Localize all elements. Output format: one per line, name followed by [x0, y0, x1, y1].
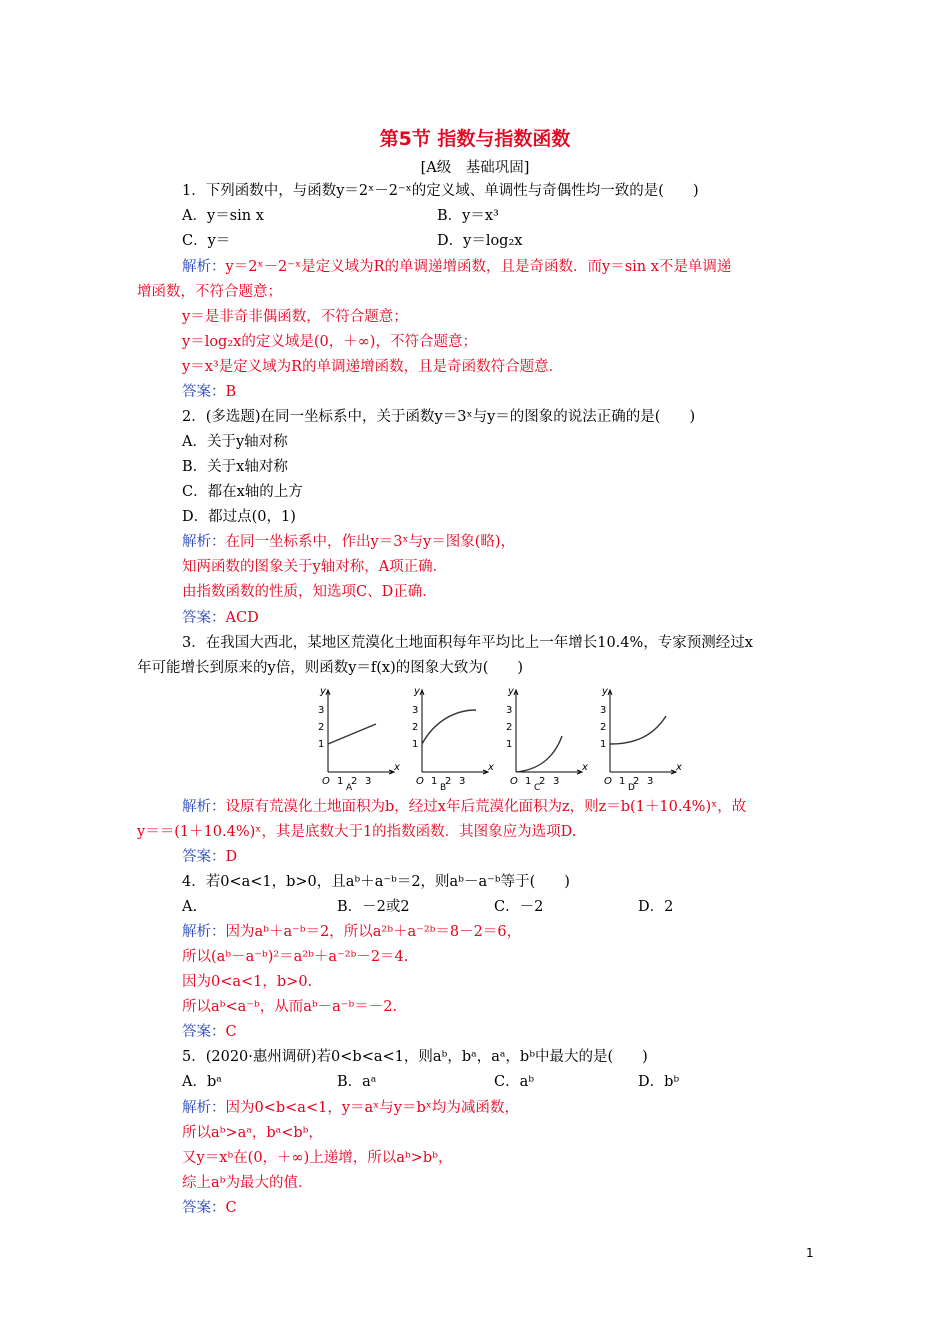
- q3-option-graphs: [310, 686, 690, 790]
- analysis-label: 解析：: [182, 259, 226, 275]
- q1-analysis-line-3: y＝是非奇非偶函数，不符合题意；: [182, 309, 408, 325]
- page-title: 第5节 指数与指数函数: [379, 128, 571, 150]
- q1-analysis-line-4: y＝log₂x的定义域是(0，＋∞)，不符合题意；: [182, 334, 477, 350]
- graph-b-ytick-1: 1: [412, 739, 419, 750]
- graph-c-y-label: y: [508, 686, 514, 697]
- q5-option-c: C．aᵇ: [494, 1074, 535, 1090]
- graph-c-ytick-3: 3: [506, 705, 513, 716]
- graph-d-xtick-3: 3: [647, 776, 654, 787]
- q5-stem: 5．(2020·惠州调研)若0<b<a<1，则aᵇ，bᵃ，aᵃ，bᵇ中最大的是( ): [182, 1049, 648, 1065]
- graph-a-y-label: y: [320, 686, 326, 697]
- graph-d-xtick-2: 2: [633, 776, 640, 787]
- graph-c: [506, 686, 588, 787]
- graph-b-name: B: [440, 783, 447, 790]
- graph-b-origin: O: [416, 776, 424, 787]
- graph-c-ytick-1: 1: [506, 739, 513, 750]
- q3-answer: 答案：D: [182, 849, 238, 865]
- q5-analysis-line-4: 综上aᵇ为最大的值．: [182, 1175, 313, 1191]
- q3-stem-line-1: 3．在我国大西北，某地区荒漠化土地面积每年平均比上一年增长10.4%，专家预测经过x: [182, 635, 753, 651]
- graph-d-y-label: y: [602, 686, 608, 697]
- q4-analysis-line-1: 解析：因为aᵇ＋a⁻ᵇ＝2，所以a²ᵇ＋a⁻²ᵇ＝8－2＝6，: [182, 924, 522, 940]
- graph-c-origin: O: [510, 776, 518, 787]
- q1-stem: 1．下列函数中，与函数y＝2ˣ－2⁻ˣ的定义域、单调性与奇偶性均一致的是( ): [182, 183, 699, 199]
- q5-option-d: D．bᵇ: [638, 1074, 680, 1090]
- graph-a-xtick-3: 3: [365, 776, 372, 787]
- q5-answer: 答案：C: [182, 1200, 237, 1216]
- graph-b-xtick-3: 3: [459, 776, 466, 787]
- graph-b-xtick-2: 2: [445, 776, 452, 787]
- graph-d-ytick-3: 3: [600, 705, 607, 716]
- graph-a: [318, 686, 400, 787]
- q5-analysis-line-2: 所以aᵇ>aᵃ，bᵃ<bᵇ，: [182, 1125, 323, 1141]
- q2-analysis-line-3: 由指数函数的性质，知选项C、D正确．: [182, 584, 437, 600]
- page-number: 1: [806, 1246, 814, 1260]
- q4-answer: 答案：C: [182, 1024, 237, 1040]
- graph-b-ytick-2: 2: [412, 722, 419, 733]
- q4-analysis-line-3: 因为0<a<1，b>0.: [182, 974, 313, 990]
- q3-analysis-line-1: 解析：设原有荒漠化土地面积为b，经过x年后荒漠化面积为z，则z＝b(1＋10.4%)ˣ，故: [182, 799, 747, 815]
- q2-option-b: B．关于x轴对称: [182, 459, 288, 475]
- q1-analysis-line-1: 解析：y＝2ˣ－2⁻ˣ是定义域为R的单调递增函数，且是奇函数．而y＝sin x不是单调递: [182, 259, 732, 275]
- graph-b-x-label: x: [488, 762, 494, 773]
- q1-analysis-line-2: 增函数，不符合题意；: [137, 284, 282, 300]
- graph-c-name: C: [534, 783, 541, 790]
- graph-d-xtick-1: 1: [619, 776, 626, 787]
- graph-d-ytick-2: 2: [600, 722, 607, 733]
- graph-a-xtick-1: 1: [337, 776, 344, 787]
- q2-stem: 2．(多选题)在同一坐标系中，关于函数y＝3ˣ与y＝的图象的说法正确的是( ): [182, 409, 696, 425]
- q4-option-d: D．2: [638, 899, 674, 915]
- q2-analysis-line-2: 知两函数的图象关于y轴对称，A项正确．: [182, 559, 448, 575]
- section-subtitle: [A级 基础巩固]: [420, 160, 530, 176]
- graph-b-xtick-1: 1: [431, 776, 438, 787]
- graph-a-origin: O: [322, 776, 330, 787]
- q1-option-c: C．y＝: [182, 233, 231, 249]
- graph-c-xtick-2: 2: [539, 776, 546, 787]
- q2-option-c: C．都在x轴的上方: [182, 484, 303, 500]
- graph-d-ytick-1: 1: [600, 739, 607, 750]
- graph-a-ytick-3: 3: [318, 705, 325, 716]
- graph-c-ytick-2: 2: [506, 722, 513, 733]
- graph-d-x-label: x: [676, 762, 682, 773]
- q4-analysis-line-2: 所以(aᵇ－a⁻ᵇ)²＝a²ᵇ＋a⁻²ᵇ－2＝4.: [182, 949, 409, 965]
- graph-a-ytick-2: 2: [318, 722, 325, 733]
- q5-option-b: B．aᵃ: [337, 1074, 377, 1090]
- graph-c-xtick-3: 3: [553, 776, 560, 787]
- q4-option-b: B．－2或2: [337, 899, 410, 915]
- q4-analysis-line-4: 所以aᵇ<a⁻ᵇ，从而aᵇ－a⁻ᵇ＝－2.: [182, 999, 398, 1015]
- q1-option-b: B．y＝x³: [437, 208, 499, 224]
- q1-answer: 答案：B: [182, 384, 237, 400]
- graph-d-origin: O: [604, 776, 612, 787]
- q4-option-c: C．－2: [494, 899, 544, 915]
- q1-option-a: A．y＝sin x: [182, 208, 264, 224]
- q5-option-a: A．bᵃ: [182, 1074, 222, 1090]
- q1-analysis-line-5: y＝x³是定义域为R的单调递增函数，且是奇函数符合题意．: [182, 359, 564, 375]
- graph-a-name: A: [346, 783, 353, 790]
- q2-option-d: D．都过点(0，1): [182, 509, 296, 525]
- graph-b-y-label: y: [414, 686, 420, 697]
- graph-b: [412, 686, 494, 787]
- graph-a-xtick-2: 2: [351, 776, 358, 787]
- q2-option-a: A．关于y轴对称: [182, 434, 288, 450]
- q2-answer: 答案：ACD: [182, 610, 259, 626]
- q5-analysis-line-3: 又y＝xᵇ在(0，＋∞)上递增，所以aᵇ>bᵇ，: [182, 1150, 453, 1166]
- q2-analysis-line-1: 解析：在同一坐标系中，作出y＝3ˣ与y＝图象(略)，: [182, 534, 516, 550]
- q4-option-a: A.: [182, 899, 198, 915]
- graph-c-xtick-1: 1: [525, 776, 532, 787]
- graph-d-name: D: [628, 783, 635, 790]
- graph-b-ytick-3: 3: [412, 705, 419, 716]
- q3-stem-line-2: 年可能增长到原来的y倍，则函数y＝f(x)的图象大致为( ): [137, 660, 524, 676]
- graph-a-ytick-1: 1: [318, 739, 325, 750]
- graph-c-x-label: x: [582, 762, 588, 773]
- q1-option-d: D．y＝log₂x: [437, 233, 523, 249]
- graph-a-x-label: x: [394, 762, 400, 773]
- q3-analysis-line-2: y＝＝(1＋10.4%)ˣ，其是底数大于1的指数函数．其图象应为选项D.: [137, 824, 577, 840]
- q5-analysis-line-1: 解析：因为0<b<a<1，y＝aˣ与y＝bˣ均为减函数，: [182, 1100, 519, 1116]
- q4-stem: 4．若0<a<1，b>0，且aᵇ＋a⁻ᵇ＝2，则aᵇ－a⁻ᵇ等于( ): [182, 874, 570, 890]
- graph-d: [600, 686, 682, 787]
